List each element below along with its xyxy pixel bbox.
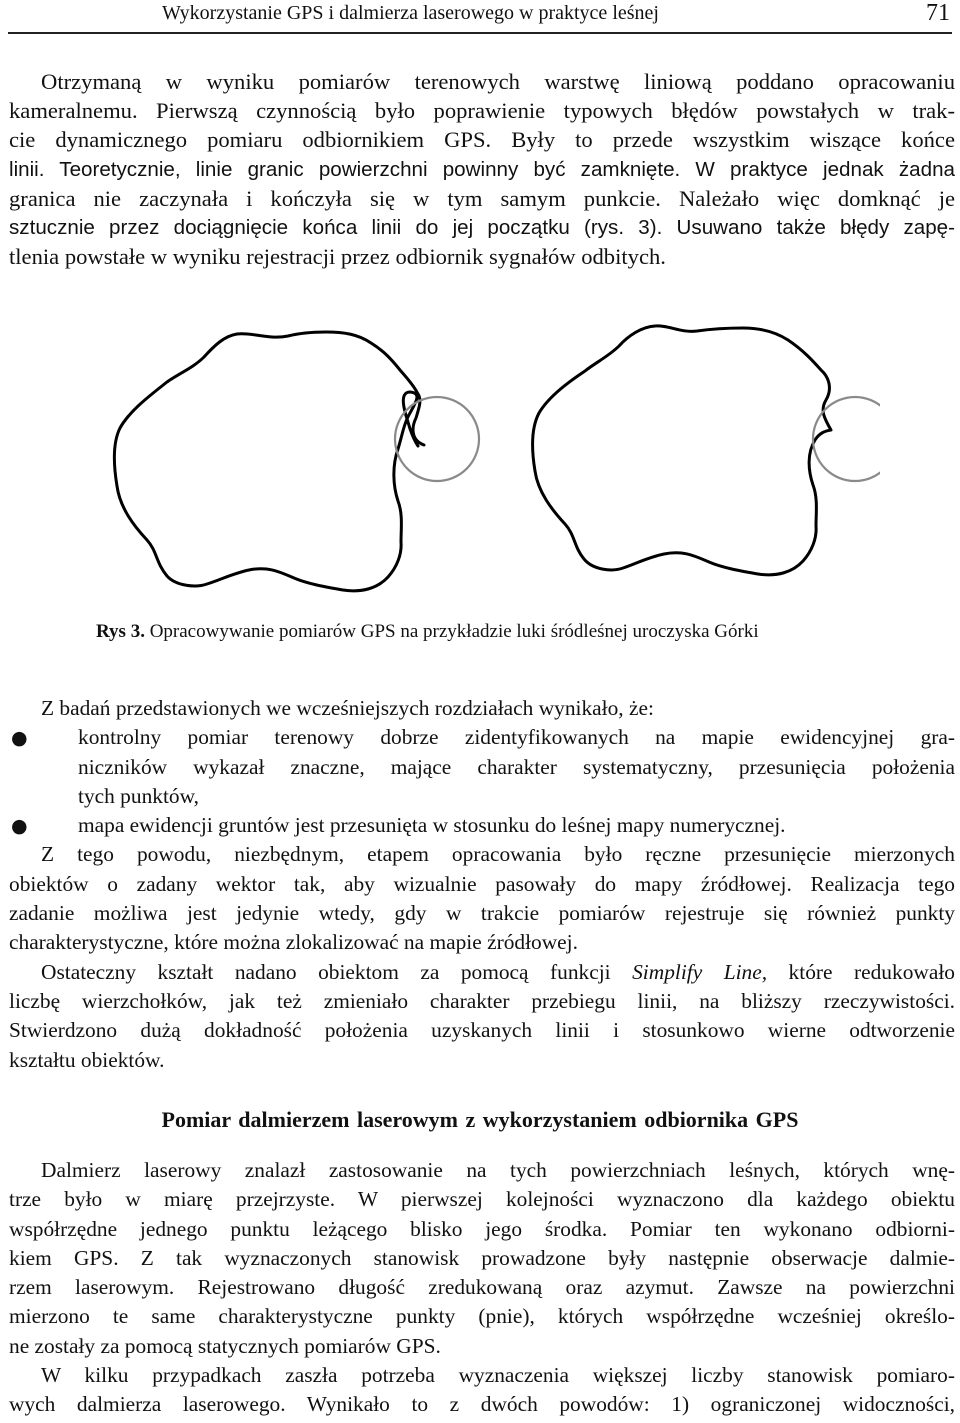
conclusions-block	[9, 694, 955, 1075]
caption-label: Rys 3.	[96, 621, 145, 642]
text-line: Dalmierz laserowy znalazł zastosowanie na tych powierzchniach leśnych, których wnę-	[41, 1158, 955, 1182]
page-number: 71	[926, 0, 950, 26]
text-line: granica nie zaczynała i kończyła się w tym samym punkcie. Należało więc domknąć je	[9, 185, 955, 211]
text-line: Otrzymaną w wyniku pomiarów terenowych warstwę liniową poddano opracowaniu	[41, 69, 955, 94]
section-body	[9, 1156, 955, 1420]
text-span: które redukowało	[767, 959, 955, 984]
text-line: kiem GPS. Z tak wyznaczonych stanowisk prowadzone były następnie obserwacje dalmie-	[9, 1245, 955, 1270]
text-line: współrzędne jednego punktu leżącego blisko jego środka. Pomiar ten wykonano odbiorni-	[9, 1216, 955, 1241]
boundary-line-unclosed	[114, 332, 424, 591]
list-item-text: mapa ewidencji gruntów jest przesunięta w stosunku do leśnej mapy numerycznej.	[78, 813, 786, 838]
text-line: Stwierdzono dużą dokładność położenia uzyskanych linii i stosunkowo wierne odtworzenie	[9, 1018, 955, 1043]
highlight-circle-left	[395, 397, 479, 481]
text-line: kształtu obiektów.	[9, 1047, 165, 1072]
text-line: rzem laserowym. Rejestrowano długość zredukowaną oraz azymut. Zawsze na powierzchni	[9, 1275, 955, 1300]
text-line: ne zostały za pomocą statycznych pomiarów GPS.	[9, 1333, 441, 1358]
paragraph-intro	[9, 67, 955, 271]
text-line: trze było w miarę przejrzyste. W pierwszej kolejności wyznaczono dla każdego obiektu	[9, 1187, 955, 1212]
boundary-line-closed	[532, 326, 831, 575]
text-line: cie dynamicznego pomiaru odbiornikiem GPS. Były to przede wszystkim wiszące końce	[9, 127, 955, 153]
list-item	[9, 723, 955, 752]
running-title: Wykorzystanie GPS i dalmierza laserowego w praktyce leśnej	[162, 2, 659, 24]
list-item-text: kontrolny pomiar terenowy dobrze zidentyfikowanych na mapie ewidencyjnej gra-	[78, 725, 955, 750]
text-line	[9, 958, 955, 987]
text-line: sztucznie przez dociągnięcie końca linii do jej początku (rys. 3). Usuwano także błędy zapę-	[9, 215, 955, 239]
text-line: liczbę wierzchołków, jak też zmieniało charakter przebiegu linii, na bliższy rzeczywistości.	[9, 988, 955, 1013]
function-name: Simplify Line,	[632, 959, 768, 984]
text-line: obiektów o zadany wektor tak, aby wizualnie pasowały do mapy źródłowej. Realizacja tego	[9, 871, 955, 896]
text-line: tych punktów,	[78, 783, 200, 808]
text-span: Ostateczny kształt nadano obiektom za pomocą funkcji	[41, 959, 633, 984]
text-line: niczników wykazał znaczne, mające charakter systematyczny, przesunięcia położenia	[78, 754, 955, 779]
caption-text: Opracowywanie pomiarów GPS na przykładzie luki śródleśnej uroczyska Górki	[144, 621, 759, 642]
text-line: Z badań przedstawionych we wcześniejszych rozdziałach wynikało, że:	[41, 696, 654, 720]
text-line: Z tego powodu, niezbędnym, etapem opracowania było ręczne przesunięcie mierzonych	[41, 842, 955, 867]
text-line: wych dalmierza laserowego. Wynikało to z dwóch powodów: 1) ograniczonej widoczności,	[9, 1392, 955, 1417]
bullet-icon: ●	[11, 727, 28, 750]
text-line: mierzono te same charakterystyczne punkty (pnie), których współrzędne wcześniej określo-	[9, 1304, 955, 1329]
figure-gps-boundaries	[100, 318, 880, 618]
text-line: kameralnemu. Pierwszą czynnością było poprawienie typowych błędów powstałych w trak-	[9, 98, 955, 124]
text-line: zadanie możliwa jest jedynie wtedy, gdy w trakcie pomiarów rejestruje się również punkty	[9, 901, 955, 926]
figure-caption	[96, 619, 896, 645]
bullet-icon: ●	[11, 815, 28, 838]
text-line: tlenia powstałe w wyniku rejestracji przez odbiornik sygnałów odbitych.	[9, 244, 666, 270]
figure-drawing	[100, 318, 880, 618]
text-line: charakterystyczne, które można zlokalizować na mapie źródłowej.	[9, 930, 578, 955]
section-heading: Pomiar dalmierzem laserowym z wykorzystaniem odbiornika GPS	[161, 1107, 799, 1132]
list-item	[9, 811, 955, 840]
text-line: W kilku przypadkach zaszła potrzeba wyznaczenia większej liczby stanowisk pomiaro-	[41, 1363, 955, 1388]
text-line: linii. Teoretycznie, linie granic powierzchni powinny być zamknięte. W praktyce jednak żadna	[9, 157, 955, 181]
running-header	[8, 0, 952, 34]
